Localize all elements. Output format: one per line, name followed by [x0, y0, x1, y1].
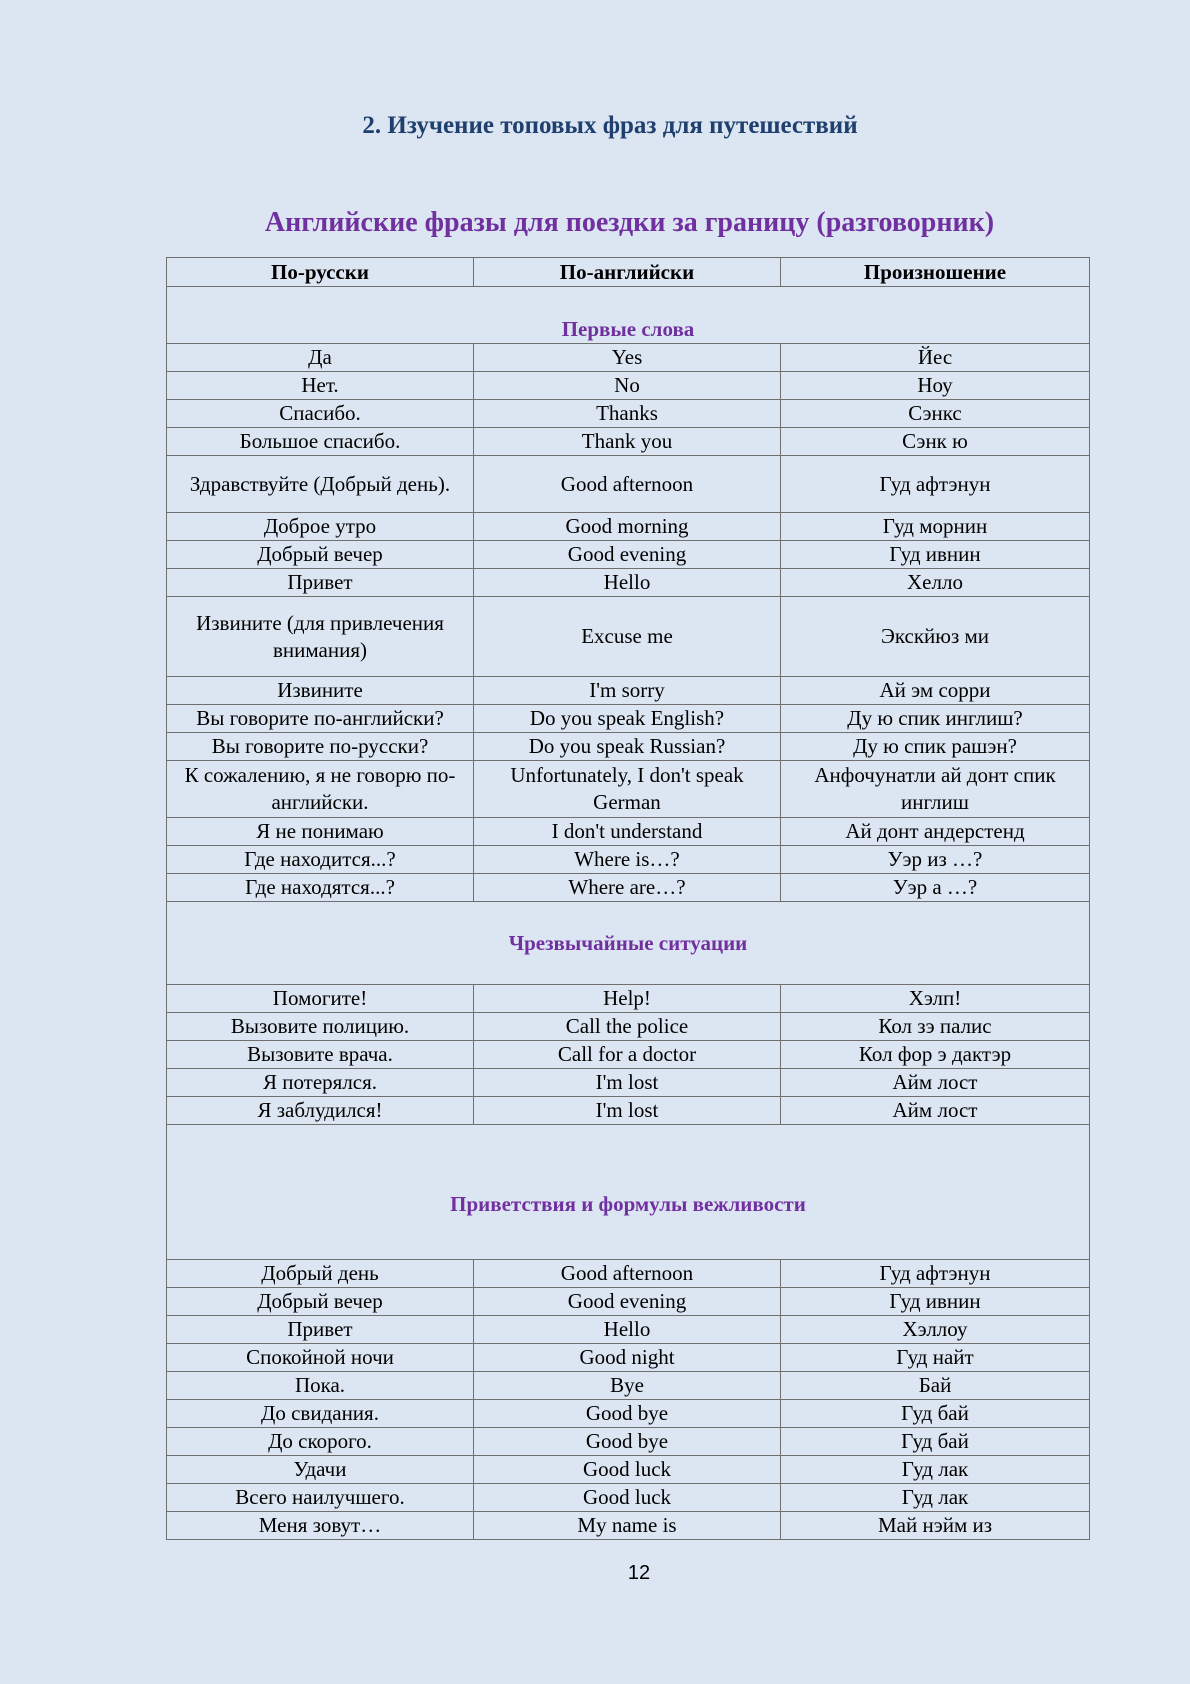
table-row	[167, 1484, 1090, 1512]
cell-english: Do you speak Russian?	[474, 733, 781, 761]
cell-pronunciation: Айм лост	[781, 1097, 1090, 1125]
cell-russian: Всего наилучшего.	[167, 1484, 474, 1512]
cell-pronunciation: Гуд ивнин	[781, 1288, 1090, 1316]
cell-pronunciation: Ду ю спик рашэн?	[781, 733, 1090, 761]
cell-russian: Привет	[167, 569, 474, 597]
table-title: Английские фразы для поездки за границу (разговорник)	[264, 207, 995, 238]
column-header-russian: По-русски	[167, 258, 474, 287]
cell-russian: Извините	[167, 677, 474, 705]
table-row	[167, 1428, 1090, 1456]
cell-english: I'm lost	[474, 1097, 781, 1125]
cell-english: I'm sorry	[474, 677, 781, 705]
cell-english: Good afternoon	[474, 1260, 781, 1288]
cell-russian: Большое спасибо.	[167, 428, 474, 456]
cell-english: Call the police	[474, 1013, 781, 1041]
table-row	[167, 985, 1090, 1013]
cell-russian: Удачи	[167, 1456, 474, 1484]
cell-pronunciation: Йес	[781, 344, 1090, 372]
cell-pronunciation: Гуд афтэнун	[781, 456, 1090, 513]
cell-english: I'm lost	[474, 1069, 781, 1097]
cell-pronunciation: Ду ю спик инглиш?	[781, 705, 1090, 733]
cell-russian: Нет.	[167, 372, 474, 400]
cell-russian: Добрый вечер	[167, 541, 474, 569]
cell-russian: До скорого.	[167, 1428, 474, 1456]
column-header-pronunciation: Произношение	[781, 258, 1090, 287]
cell-english: Help!	[474, 985, 781, 1013]
cell-english: Good afternoon	[474, 456, 781, 513]
cell-english: Good morning	[474, 513, 781, 541]
table-row	[167, 1316, 1090, 1344]
cell-russian: Пока.	[167, 1372, 474, 1400]
cell-pronunciation: Кол фор э дактэр	[781, 1041, 1090, 1069]
cell-russian: Добрый день	[167, 1260, 474, 1288]
cell-pronunciation: Хелло	[781, 569, 1090, 597]
table-row	[167, 1288, 1090, 1316]
table-row	[167, 456, 1090, 513]
cell-russian: Здравствуйте (Добрый день).	[167, 456, 474, 513]
cell-pronunciation: Гуд бай	[781, 1400, 1090, 1428]
table-row	[167, 541, 1090, 569]
table-row	[167, 1260, 1090, 1288]
cell-english: Hello	[474, 569, 781, 597]
cell-russian: Помогите!	[167, 985, 474, 1013]
cell-english: Where are…?	[474, 874, 781, 902]
page-number: 12	[627, 1562, 651, 1584]
cell-pronunciation: Гуд бай	[781, 1428, 1090, 1456]
cell-pronunciation: Гуд ивнин	[781, 541, 1090, 569]
cell-pronunciation: Ноу	[781, 372, 1090, 400]
table-row	[167, 846, 1090, 874]
table-row	[167, 1512, 1090, 1540]
group-title: Приветствия и формулы вежливости	[167, 1125, 1090, 1260]
cell-pronunciation: Айм лост	[781, 1069, 1090, 1097]
cell-english: Call for a doctor	[474, 1041, 781, 1069]
cell-pronunciation: Кол зэ палис	[781, 1013, 1090, 1041]
column-header-english: По-английски	[474, 258, 781, 287]
table-row	[167, 874, 1090, 902]
cell-english: Where is…?	[474, 846, 781, 874]
group-row	[167, 902, 1090, 985]
cell-pronunciation: Ай донт андерстенд	[781, 818, 1090, 846]
cell-english: Good evening	[474, 1288, 781, 1316]
cell-russian: Спокойной ночи	[167, 1344, 474, 1372]
cell-english: No	[474, 372, 781, 400]
table-row	[167, 733, 1090, 761]
cell-pronunciation: Хэлп!	[781, 985, 1090, 1013]
cell-pronunciation: Сэнкс	[781, 400, 1090, 428]
cell-english: Thank you	[474, 428, 781, 456]
cell-russian: К сожалению, я не говорю по- английски.	[167, 761, 474, 818]
cell-pronunciation: Бай	[781, 1372, 1090, 1400]
cell-russian: Вызовите врача.	[167, 1041, 474, 1069]
cell-english: Unfortunately, I don't speak German	[474, 761, 781, 818]
cell-english: Good luck	[474, 1484, 781, 1512]
cell-english: Yes	[474, 344, 781, 372]
group-title: Первые слова	[167, 287, 1090, 344]
group-row	[167, 287, 1090, 344]
table-row	[167, 372, 1090, 400]
table-row	[167, 513, 1090, 541]
cell-russian: Я не понимаю	[167, 818, 474, 846]
cell-pronunciation: Май нэйм из	[781, 1512, 1090, 1540]
cell-russian: Добрый вечер	[167, 1288, 474, 1316]
cell-english: Good evening	[474, 541, 781, 569]
cell-english: Do you speak English?	[474, 705, 781, 733]
cell-english: Excuse me	[474, 597, 781, 677]
table-row	[167, 1097, 1090, 1125]
cell-english: Good luck	[474, 1456, 781, 1484]
cell-pronunciation: Анфочунатли ай донт спик инглиш	[781, 761, 1090, 818]
cell-russian: Я заблудился!	[167, 1097, 474, 1125]
cell-english: Good bye	[474, 1400, 781, 1428]
cell-russian: Вызовите полицию.	[167, 1013, 474, 1041]
cell-russian: До свидания.	[167, 1400, 474, 1428]
cell-english: My name is	[474, 1512, 781, 1540]
table-row	[167, 400, 1090, 428]
cell-english: Good bye	[474, 1428, 781, 1456]
table-row	[167, 344, 1090, 372]
cell-russian: Где находятся...?	[167, 874, 474, 902]
table-row	[167, 1041, 1090, 1069]
cell-pronunciation: Уэр из …?	[781, 846, 1090, 874]
cell-russian: Привет	[167, 1316, 474, 1344]
cell-pronunciation: Ай эм сорри	[781, 677, 1090, 705]
cell-pronunciation: Уэр а …?	[781, 874, 1090, 902]
cell-english: Good night	[474, 1344, 781, 1372]
cell-russian: Спасибо.	[167, 400, 474, 428]
cell-russian: Извините (для привлечения внимания)	[167, 597, 474, 677]
phrasebook-table	[166, 257, 1090, 1540]
cell-english: I don't understand	[474, 818, 781, 846]
cell-pronunciation: Гуд морнин	[781, 513, 1090, 541]
table-row	[167, 1013, 1090, 1041]
table-row	[167, 677, 1090, 705]
cell-russian: Доброе утро	[167, 513, 474, 541]
group-title: Чрезвычайные ситуации	[167, 902, 1090, 985]
cell-english: Thanks	[474, 400, 781, 428]
table-row	[167, 761, 1090, 818]
table-row	[167, 569, 1090, 597]
cell-pronunciation: Гуд афтэнун	[781, 1260, 1090, 1288]
section-heading: 2. Изучение топовых фраз для путешествий	[362, 112, 858, 139]
cell-russian: Вы говорите по-русски?	[167, 733, 474, 761]
table-row	[167, 1372, 1090, 1400]
table-row	[167, 705, 1090, 733]
table-row	[167, 1344, 1090, 1372]
cell-pronunciation: Гуд лак	[781, 1484, 1090, 1512]
cell-russian: Я потерялся.	[167, 1069, 474, 1097]
cell-pronunciation: Хэллоу	[781, 1316, 1090, 1344]
cell-russian: Где находится...?	[167, 846, 474, 874]
header-row	[167, 258, 1090, 287]
group-row	[167, 1125, 1090, 1260]
table-row	[167, 1456, 1090, 1484]
cell-english: Hello	[474, 1316, 781, 1344]
cell-russian: Да	[167, 344, 474, 372]
cell-pronunciation: Гуд найт	[781, 1344, 1090, 1372]
table-row	[167, 818, 1090, 846]
cell-pronunciation: Сэнк ю	[781, 428, 1090, 456]
table-row	[167, 1400, 1090, 1428]
cell-russian: Вы говорите по-английски?	[167, 705, 474, 733]
cell-english: Bye	[474, 1372, 781, 1400]
table-row	[167, 1069, 1090, 1097]
table-row	[167, 597, 1090, 677]
cell-pronunciation: Экскйюз ми	[781, 597, 1090, 677]
cell-russian: Меня зовут…	[167, 1512, 474, 1540]
cell-pronunciation: Гуд лак	[781, 1456, 1090, 1484]
table-row	[167, 428, 1090, 456]
